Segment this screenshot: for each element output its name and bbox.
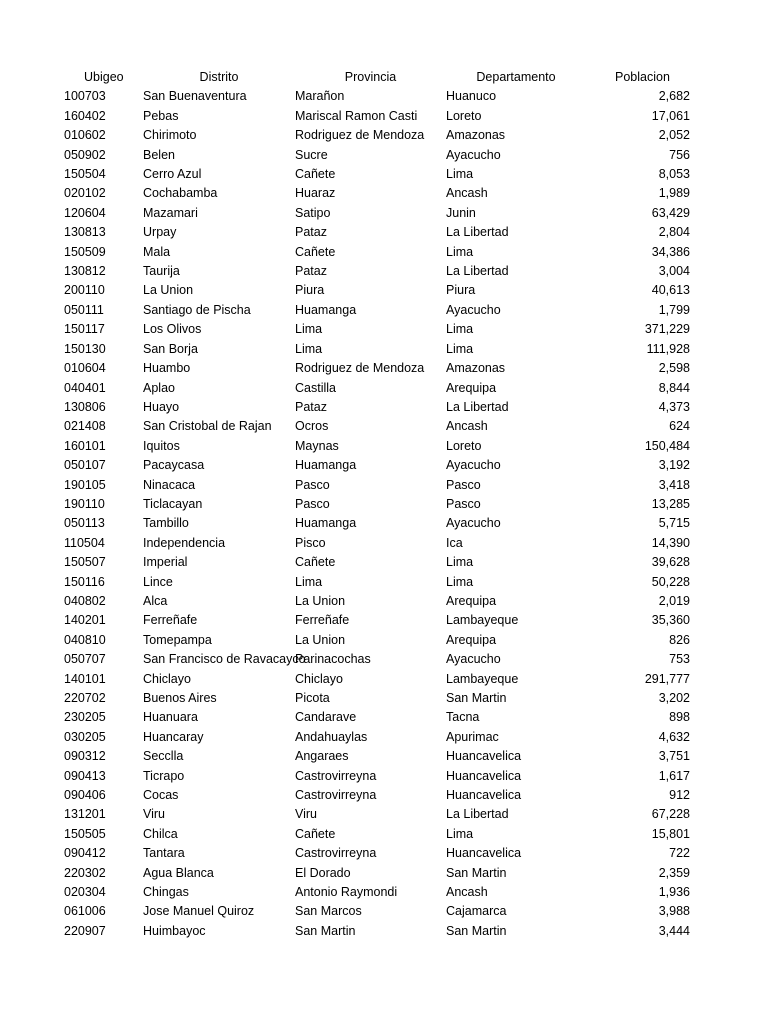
provincia-cell: Lima — [295, 322, 323, 337]
ubigeo-cell: 040401 — [64, 380, 106, 395]
table-row — [0, 379, 700, 398]
poblacion-cell: 291,777 — [644, 671, 690, 686]
distrito-cell: Tomepampa — [143, 632, 212, 647]
departamento-cell: Lima — [446, 826, 474, 841]
distrito-cell: Taurija — [143, 264, 180, 279]
ubigeo-cell: 190110 — [64, 496, 105, 511]
ubigeo-cell: 061006 — [64, 904, 106, 919]
ubigeo-cell: 200110 — [64, 283, 105, 298]
distrito-cell: Agua Blanca — [143, 865, 214, 880]
table-row — [0, 301, 700, 320]
departamento-cell: Huanuco — [446, 89, 497, 104]
ubigeo-cell: 050111 — [64, 302, 104, 317]
departamento-cell: La Libertad — [446, 399, 509, 414]
distrito-cell: Huanuara — [143, 710, 198, 725]
provincia-cell: La Union — [295, 632, 346, 647]
poblacion-cell: 3,004 — [658, 264, 690, 279]
table-row — [0, 728, 700, 747]
provincia-cell: Viru — [295, 807, 318, 822]
poblacion-cell: 67,228 — [651, 807, 690, 822]
departamento-cell: Huancavelica — [446, 768, 522, 783]
table-row — [0, 243, 700, 262]
departamento-cell: Lima — [446, 322, 474, 337]
table-row — [0, 223, 700, 242]
ubigeo-cell: 220302 — [64, 865, 106, 880]
departamento-cell: Ayacucho — [446, 458, 501, 473]
provincia-cell: Huamanga — [295, 458, 357, 473]
poblacion-cell: 111,928 — [646, 341, 690, 356]
poblacion-cell: 13,285 — [651, 496, 690, 511]
poblacion-cell: 8,844 — [658, 380, 690, 395]
table-row — [0, 844, 700, 863]
distrito-cell: Imperial — [143, 555, 188, 570]
header-provincia: Provincia — [344, 70, 397, 84]
provincia-cell: Huaraz — [295, 186, 336, 201]
distrito-cell: Santiago de Pischa — [143, 302, 251, 317]
table-row — [0, 359, 700, 378]
provincia-cell: Maynas — [295, 438, 339, 453]
departamento-cell: Lima — [446, 244, 474, 259]
provincia-cell: Pataz — [295, 225, 327, 240]
provincia-cell: Ocros — [295, 419, 329, 434]
poblacion-cell: 1,989 — [658, 186, 690, 201]
ubigeo-cell: 150130 — [64, 341, 106, 356]
ubigeo-cell: 160101 — [64, 438, 106, 453]
distrito-cell: Pacaycasa — [143, 458, 205, 473]
ubigeo-cell: 050107 — [64, 458, 106, 473]
provincia-cell: Cañete — [295, 244, 336, 259]
table-row — [0, 592, 700, 611]
distrito-cell: Ticlacayan — [143, 496, 203, 511]
ubigeo-cell: 150509 — [64, 244, 106, 259]
ubigeo-cell: 090312 — [64, 749, 106, 764]
ubigeo-cell: 230205 — [64, 710, 106, 725]
provincia-cell: Huamanga — [295, 302, 357, 317]
table-row — [0, 534, 700, 553]
departamento-cell: Lima — [446, 574, 474, 589]
ubigeo-cell: 150117 — [64, 322, 105, 337]
table-row — [0, 573, 700, 592]
ubigeo-cell: 140201 — [64, 613, 106, 628]
distrito-cell: San Francisco de Ravacayco — [143, 652, 306, 667]
header-departamento: Departamento — [476, 70, 556, 84]
poblacion-cell: 150,484 — [644, 438, 690, 453]
provincia-cell: Castrovirreyna — [295, 846, 377, 861]
table-row — [0, 107, 700, 126]
table-row — [0, 650, 700, 669]
table-row — [0, 204, 700, 223]
departamento-cell: Cajamarca — [446, 904, 507, 919]
departamento-cell: Ayacucho — [446, 147, 501, 162]
departamento-cell: Ancash — [446, 885, 488, 900]
ubigeo-cell: 130813 — [64, 225, 106, 240]
provincia-cell: San Martin — [295, 923, 356, 938]
departamento-cell: Loreto — [446, 108, 482, 123]
ubigeo-cell: 130806 — [64, 399, 106, 414]
poblacion-cell: 1,799 — [658, 302, 690, 317]
ubigeo-cell: 040802 — [64, 593, 106, 608]
table-row — [0, 883, 700, 902]
header-ubigeo: Ubigeo — [84, 70, 124, 84]
departamento-cell: Huancavelica — [446, 846, 522, 861]
poblacion-cell: 5,715 — [658, 516, 690, 531]
distrito-cell: Chirimoto — [143, 128, 197, 143]
table-row — [0, 146, 700, 165]
table-row — [0, 184, 700, 203]
poblacion-cell: 15,801 — [651, 826, 690, 841]
departamento-cell: San Martin — [446, 691, 507, 705]
poblacion-cell: 912 — [669, 788, 690, 803]
departamento-cell: La Libertad — [446, 264, 509, 279]
poblacion-cell: 3,202 — [658, 691, 690, 705]
ubigeo-cell: 150504 — [64, 167, 106, 182]
provincia-cell: Castilla — [295, 380, 336, 395]
poblacion-cell: 35,360 — [651, 613, 690, 628]
provincia-cell: Cañete — [295, 555, 336, 570]
provincia-cell: Rodriguez de Mendoza — [295, 361, 425, 376]
distrito-cell: Lince — [143, 574, 173, 589]
distrito-cell: Ticrapo — [143, 768, 185, 783]
distrito-cell: Cocas — [143, 788, 179, 803]
distrito-cell: San Borja — [143, 341, 198, 356]
departamento-cell: Junin — [446, 205, 476, 220]
poblacion-cell: 3,192 — [658, 458, 690, 473]
table-row — [0, 689, 700, 708]
departamento-cell: Lima — [446, 167, 474, 182]
provincia-cell: Castrovirreyna — [295, 788, 377, 803]
distrito-cell: Huambo — [143, 361, 191, 376]
table-row — [0, 437, 700, 456]
district-population-table — [0, 68, 700, 941]
distrito-cell: Ferreñafe — [143, 613, 198, 628]
ubigeo-cell: 090406 — [64, 788, 106, 803]
distrito-cell: Jose Manuel Quiroz — [143, 904, 255, 919]
distrito-cell: Cochabamba — [143, 186, 218, 201]
table-row — [0, 340, 700, 359]
distrito-cell: Chilca — [143, 826, 178, 841]
departamento-cell: Ica — [446, 535, 463, 550]
departamento-cell: La Libertad — [446, 807, 509, 822]
table-row — [0, 670, 700, 689]
poblacion-cell: 3,444 — [658, 923, 690, 938]
distrito-cell: Ninacaca — [143, 477, 196, 492]
poblacion-cell: 722 — [669, 846, 690, 861]
departamento-cell: San Martin — [446, 865, 507, 880]
distrito-cell: Secclla — [143, 749, 184, 764]
ubigeo-cell: 040810 — [64, 632, 106, 647]
ubigeo-cell: 050113 — [64, 516, 105, 531]
provincia-cell: Pasco — [295, 496, 330, 511]
poblacion-cell: 4,373 — [658, 399, 690, 414]
ubigeo-cell: 130812 — [64, 264, 106, 279]
poblacion-cell: 756 — [669, 147, 690, 162]
provincia-cell: Cañete — [295, 167, 336, 182]
provincia-cell: Parinacochas — [295, 652, 371, 667]
table-row — [0, 611, 700, 630]
poblacion-cell: 1,617 — [658, 768, 690, 783]
departamento-cell: Arequipa — [446, 380, 497, 395]
poblacion-cell: 753 — [669, 652, 690, 667]
provincia-cell: Andahuaylas — [295, 729, 368, 744]
table-row — [0, 281, 700, 300]
table-row — [0, 805, 700, 824]
distrito-cell: Huancaray — [143, 729, 204, 744]
provincia-cell: Lima — [295, 574, 323, 589]
departamento-cell: Lambayeque — [446, 613, 519, 628]
provincia-cell: Rodriguez de Mendoza — [295, 128, 425, 143]
table-row — [0, 922, 700, 941]
table-row — [0, 398, 700, 417]
poblacion-cell: 2,019 — [658, 593, 690, 608]
departamento-cell: Ancash — [446, 186, 488, 201]
provincia-cell: Sucre — [295, 147, 328, 162]
provincia-cell: Huamanga — [295, 516, 357, 531]
ubigeo-cell: 150507 — [64, 555, 106, 570]
provincia-cell: La Union — [295, 593, 346, 608]
distrito-cell: Los Olivos — [143, 322, 202, 337]
provincia-cell: Candarave — [295, 710, 357, 725]
poblacion-cell: 2,804 — [658, 225, 690, 240]
poblacion-cell: 34,386 — [651, 244, 690, 259]
departamento-cell: Piura — [446, 283, 476, 298]
ubigeo-cell: 090412 — [64, 846, 106, 861]
ubigeo-cell: 090413 — [64, 768, 106, 783]
ubigeo-cell: 140101 — [64, 671, 106, 686]
provincia-cell: Pataz — [295, 399, 327, 414]
distrito-cell: Tantara — [143, 846, 185, 861]
table-row — [0, 262, 700, 281]
distrito-cell: Belen — [143, 147, 175, 162]
distrito-cell: Cerro Azul — [143, 167, 202, 182]
ubigeo-cell: 220702 — [64, 691, 106, 705]
provincia-cell: El Dorado — [295, 865, 351, 880]
ubigeo-cell: 020304 — [64, 885, 106, 900]
ubigeo-cell: 150505 — [64, 826, 106, 841]
table-row — [0, 456, 700, 475]
table-row — [0, 864, 700, 883]
ubigeo-cell: 100703 — [64, 89, 106, 104]
distrito-cell: Chiclayo — [143, 671, 191, 686]
poblacion-cell: 3,751 — [658, 749, 690, 764]
departamento-cell: Pasco — [446, 496, 481, 511]
poblacion-cell: 50,228 — [651, 574, 690, 589]
provincia-cell: Antonio Raymondi — [295, 885, 398, 900]
departamento-cell: Lima — [446, 555, 474, 570]
departamento-cell: Arequipa — [446, 632, 497, 647]
table-row — [0, 514, 700, 533]
poblacion-cell: 2,598 — [658, 361, 690, 376]
distrito-cell: Aplao — [143, 380, 175, 395]
distrito-cell: Chingas — [143, 885, 189, 900]
distrito-cell: Iquitos — [143, 438, 180, 453]
departamento-cell: Lambayeque — [446, 671, 519, 686]
ubigeo-cell: 010602 — [64, 128, 106, 143]
departamento-cell: Ayacucho — [446, 302, 501, 317]
header-distrito: Distrito — [199, 70, 239, 84]
provincia-cell: San Marcos — [295, 904, 362, 919]
provincia-cell: Ferreñafe — [295, 613, 350, 628]
distrito-cell: Alca — [143, 593, 168, 608]
ubigeo-cell: 020102 — [64, 186, 106, 201]
distrito-cell: Pebas — [143, 108, 179, 123]
provincia-cell: Cañete — [295, 826, 336, 841]
distrito-cell: La Union — [143, 283, 194, 298]
ubigeo-cell: 120604 — [64, 205, 106, 220]
provincia-cell: Satipo — [295, 205, 331, 220]
table-row — [0, 417, 700, 436]
table-row — [0, 553, 700, 572]
poblacion-cell: 898 — [669, 710, 690, 725]
distrito-cell: San Cristobal de Rajan — [143, 419, 272, 434]
ubigeo-cell: 030205 — [64, 729, 106, 744]
departamento-cell: Huancavelica — [446, 749, 522, 764]
provincia-cell: Mariscal Ramon Casti — [295, 108, 418, 123]
departamento-cell: Amazonas — [446, 128, 506, 143]
provincia-cell: Chiclayo — [295, 671, 343, 686]
provincia-cell: Pisco — [295, 535, 326, 550]
poblacion-cell: 371,229 — [644, 322, 690, 337]
poblacion-cell: 4,632 — [658, 729, 690, 744]
departamento-cell: La Libertad — [446, 225, 509, 240]
departamento-cell: Ancash — [446, 419, 488, 434]
provincia-cell: Picota — [295, 691, 330, 705]
header-poblacion: Poblacion — [615, 70, 670, 84]
departamento-cell: Apurimac — [446, 729, 499, 744]
ubigeo-cell: 050902 — [64, 147, 106, 162]
distrito-cell: Independencia — [143, 535, 226, 550]
distrito-cell: Buenos Aires — [143, 691, 217, 705]
table-row — [0, 786, 700, 805]
table-row — [0, 747, 700, 766]
provincia-cell: Angaraes — [295, 749, 349, 764]
poblacion-cell: 40,613 — [651, 283, 690, 298]
departamento-cell: Ayacucho — [446, 652, 501, 667]
table-row — [0, 476, 700, 495]
departamento-cell: Amazonas — [446, 361, 506, 376]
departamento-cell: Lima — [446, 341, 474, 356]
provincia-cell: Pataz — [295, 264, 327, 279]
poblacion-cell: 8,053 — [658, 167, 690, 182]
ubigeo-cell: 131201 — [64, 807, 106, 822]
distrito-cell: Mazamari — [143, 205, 198, 220]
poblacion-cell: 2,682 — [658, 89, 690, 104]
poblacion-cell: 826 — [669, 632, 690, 647]
departamento-cell: Loreto — [446, 438, 482, 453]
table-row — [0, 902, 700, 921]
table-row — [0, 87, 700, 106]
ubigeo-cell: 220907 — [64, 923, 106, 938]
departamento-cell: Arequipa — [446, 593, 497, 608]
table-row — [0, 767, 700, 786]
table-row — [0, 631, 700, 650]
provincia-cell: Piura — [295, 283, 325, 298]
spreadsheet-page — [0, 68, 768, 941]
distrito-cell: Tambillo — [143, 516, 189, 531]
departamento-cell: Pasco — [446, 477, 481, 492]
poblacion-cell: 624 — [669, 419, 690, 434]
ubigeo-cell: 110504 — [64, 535, 105, 550]
distrito-cell: Huimbayoc — [143, 923, 206, 938]
poblacion-cell: 14,390 — [651, 535, 690, 550]
table-row — [0, 495, 700, 514]
table-body — [0, 87, 700, 941]
departamento-cell: Ayacucho — [446, 516, 501, 531]
provincia-cell: Castrovirreyna — [295, 768, 377, 783]
ubigeo-cell: 160402 — [64, 108, 106, 123]
header-row — [0, 68, 700, 87]
distrito-cell: Mala — [143, 244, 171, 259]
departamento-cell: Huancavelica — [446, 788, 522, 803]
departamento-cell: Tacna — [446, 710, 480, 725]
ubigeo-cell: 010604 — [64, 361, 106, 376]
departamento-cell: San Martin — [446, 923, 507, 938]
ubigeo-cell: 150116 — [64, 574, 105, 589]
table-row — [0, 320, 700, 339]
poblacion-cell: 2,359 — [658, 865, 690, 880]
table-row — [0, 165, 700, 184]
provincia-cell: Lima — [295, 341, 323, 356]
table-row — [0, 825, 700, 844]
poblacion-cell: 17,061 — [651, 108, 690, 123]
poblacion-cell: 3,988 — [658, 904, 690, 919]
table-row — [0, 126, 700, 145]
provincia-cell: Marañon — [295, 89, 345, 104]
distrito-cell: Huayo — [143, 399, 180, 414]
ubigeo-cell: 050707 — [64, 652, 106, 667]
provincia-cell: Pasco — [295, 477, 330, 492]
distrito-cell: Viru — [143, 807, 166, 822]
poblacion-cell: 1,936 — [658, 885, 690, 900]
poblacion-cell: 63,429 — [651, 205, 690, 220]
ubigeo-cell: 021408 — [64, 419, 106, 434]
distrito-cell: San Buenaventura — [143, 89, 247, 104]
table-row — [0, 708, 700, 727]
poblacion-cell: 39,628 — [651, 555, 690, 570]
poblacion-cell: 2,052 — [658, 128, 690, 143]
ubigeo-cell: 190105 — [64, 477, 106, 492]
distrito-cell: Urpay — [143, 225, 177, 240]
poblacion-cell: 3,418 — [658, 477, 690, 492]
